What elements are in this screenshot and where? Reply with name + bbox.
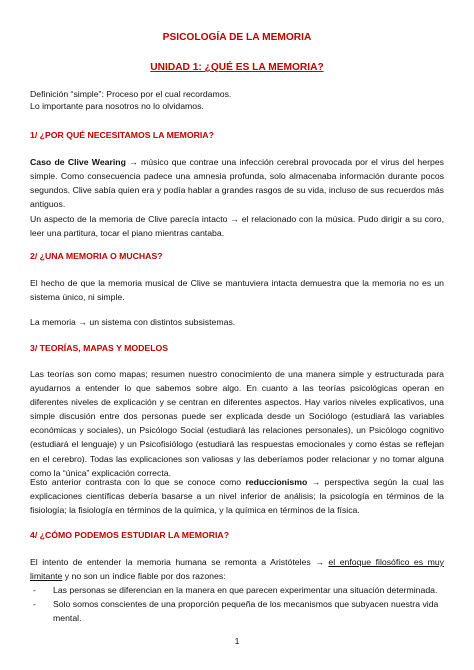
section-2-paragraph-1: El hecho de que la memoria musical de Clive se mantuviera intacta demuestra que la memoria no es un sistema único, ni simple. (30, 278, 444, 303)
section-3-paragraph-1: Las teorías son como mapas; resumen nuestro conocimiento de una manera simple y estructurada para ayudarnos a entender lo que sabemos sobre algo. En cuanto a las teorías psicológicas operan en diferentes niveles de explicación y se centran en diferentes aspectos. Hay varios niveles explicativos, una simple discusión entre dos personas puede ser explicada desde un Sociólogo (estudiará las variables económicas y sociales), un Psicólogo Social (estudiará las relaciones personales), un Psicólogo cognitivo (estudiará el lenguaje) y un Psicofisiólogo (estudiará las respuestas emocionales y como éstas se reflejan en el cerebro). Todas las explicaciones son valiosas y las deberíamos poder relacionar y no tomar alguna como la “única” explicación correcta. (30, 369, 444, 478)
clive-case-text: → músico que contrae una infección cerebral provocada por el virus del herpes simple. Como consecuencia padece una amnesia profunda, solo almacenaba información durante pocos segundos. Clive sabía quien era y podía hablar a grandes rasgos de su vida, incluso de sus recuerdos más antiguos. (30, 157, 444, 210)
section-2-paragraph-2: La memoria → un sistema con distintos subsistemas. (30, 317, 236, 327)
aristotle-intro: El intento de entender la memoria humana se remonta a Aristóteles → (30, 557, 329, 567)
list-item: - Solo somos conscientes de una proporción pequeña de los mecanismos que subyacen nuestra vida mental. (30, 597, 444, 625)
section-3-paragraph-2 (30, 475, 444, 517)
section-heading-4: 4/ ¿CÓMO PODEMOS ESTUDIAR LA MEMORIA? (30, 530, 230, 540)
philosophical-approach-text: el enfoque filosófico es muy limitante (30, 557, 444, 582)
section-1-paragraph-2: Un aspecto de la memoria de Clive parecía intacto → el relacionado con la música. Pudo dirigir a su coro, leer una partitura, tocar el piano mientras cantaba. (30, 214, 444, 239)
intro-definition: Definición “simple”: Proceso por el cual recordamos. (30, 89, 232, 99)
section-heading-3: 3/ TEORÍAS, MAPAS Y MODELOS (30, 343, 169, 353)
section-heading-1: 1/ ¿POR QUÉ NECESITAMOS LA MEMORIA? (30, 130, 214, 140)
section-4-paragraph-1 (30, 555, 444, 583)
intro-note: Lo importante para nosotros no lo olvidamos. (30, 101, 204, 111)
page-number: 1 (234, 636, 240, 646)
document-title: PSICOLOGÍA DE LA MEMORIA (162, 32, 312, 43)
aristotle-reasons: y no son un índice fiable por dos razones: (62, 571, 226, 582)
clive-case-label: Caso de Clive Wearing (30, 157, 126, 167)
section-1-paragraph-1 (30, 155, 444, 211)
reductionism-definition: → perspectiva según la cual las explicaciones científicas debería basarse a un nivel inferior de análisis; la psicología en términos de la fisiología; la fisiología en términos de la química, y la química en términos de la física. (30, 477, 444, 516)
reductionism-term: reduccionismo (245, 477, 308, 487)
reasons-list (30, 583, 444, 625)
section-heading-2: 2/ ¿UNA MEMORIA O MUCHAS? (30, 251, 163, 261)
unit-title: UNIDAD 1: ¿QUÉ ES LA MEMORIA? (150, 62, 324, 73)
list-item: - Las personas se diferencian en la manera en que parecen experimentar una situación determinada. (30, 583, 444, 597)
reductionism-intro: Esto anterior contrasta con lo que se conoce como (30, 477, 246, 487)
